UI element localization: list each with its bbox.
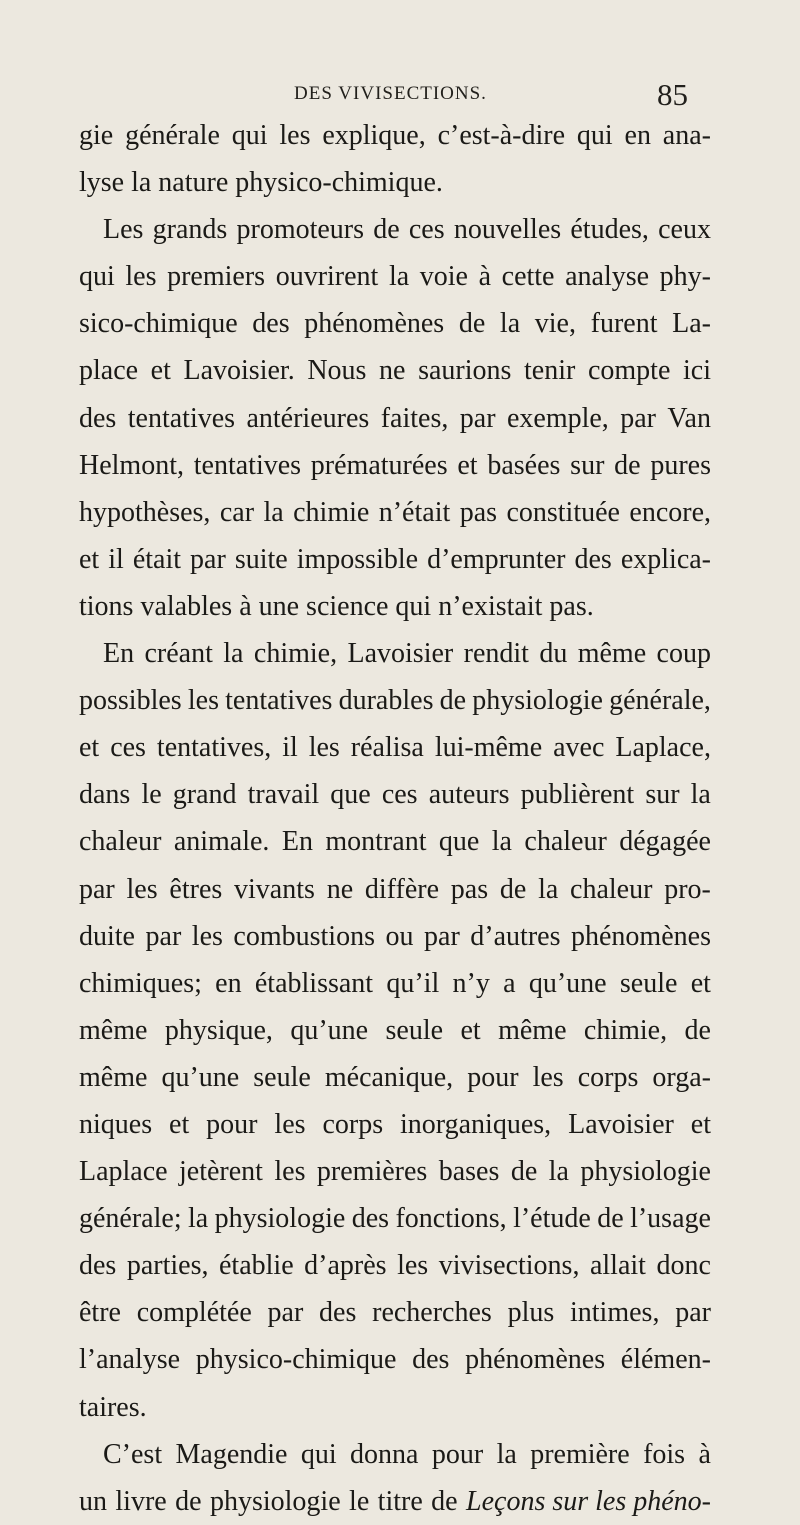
paragraph-start-line: Les grands promoteurs de ces nouvelles études, ceux bbox=[103, 214, 711, 246]
text-line-11: tions valables à une science qui n’existait pas. bbox=[79, 590, 594, 622]
text-line-6: place et Lavoisier. Nous ne saurions tenir compte ici bbox=[79, 355, 711, 387]
text-line-1: gie générale qui les explique, c’est-à-dire qui en ana- bbox=[79, 120, 711, 151]
text-line-13: possibles les tentatives durables de physiologie générale, bbox=[79, 685, 711, 717]
text-line-22: niques et pour les corps inorganiques, Lavoisier et bbox=[79, 1108, 711, 1140]
text-line-21: même qu’une seule mécanique, pour les corps orga- bbox=[79, 1061, 711, 1093]
text-line-25: des parties, établie d’après les vivisections, allait donc bbox=[79, 1250, 711, 1282]
text-line-4: qui les premiers ouvrirent la voie à cette analyse phy- bbox=[79, 261, 711, 293]
text-line-23: Laplace jetèrent les premières bases de la physiologie bbox=[79, 1156, 711, 1188]
text-line-15: dans le grand travail que ces auteurs publièrent sur la bbox=[79, 779, 711, 811]
paragraph-start-line: C’est Magendie qui donna pour la première fois à bbox=[103, 1438, 711, 1470]
text-line-16: chaleur animale. En montrant que la chaleur dégagée bbox=[79, 826, 711, 858]
text-line-18: duite par les combustions ou par d’autres phénomènes bbox=[79, 920, 711, 952]
text-line-2: lyse la nature physico-chimique. bbox=[79, 167, 443, 199]
paragraph-start-line: En créant la chimie, Lavoisier rendit du même coup bbox=[103, 638, 711, 670]
text-line-26: être complétée par des recherches plus intimes, par bbox=[79, 1297, 711, 1329]
text-line-17: par les êtres vivants ne diffère pas de la chaleur pro- bbox=[79, 873, 711, 905]
text-line-8: Helmont, tentatives prématurées et basées sur de pures bbox=[79, 449, 711, 481]
text-line-10: et il était par suite impossible d’emprunter des explica- bbox=[79, 543, 711, 575]
italic-book-title: Leçons sur les phéno- bbox=[466, 1485, 711, 1517]
text-line-19: chimiques; en établissant qu’il n’y a qu’une seule et bbox=[79, 967, 711, 999]
text-line-7: des tentatives antérieures faites, par exemple, par Van bbox=[79, 402, 711, 434]
text-line-27: l’analyse physico-chimique des phénomènes élémen- bbox=[79, 1344, 711, 1376]
text-line-14: et ces tentatives, il les réalisa lui-même avec Laplace, bbox=[79, 732, 711, 764]
text-line-24: générale; la physiologie des fonctions, l’étude de l’usage bbox=[79, 1203, 711, 1235]
text-line-5: sico-chimique des phénomènes de la vie, furent La- bbox=[79, 308, 711, 340]
body-text bbox=[79, 112, 711, 1525]
text-line-20: même physique, qu’une seule et même chimie, de bbox=[79, 1014, 711, 1046]
text-line-28: taires. bbox=[79, 1391, 147, 1423]
running-title: DES VIVISECTIONS. bbox=[294, 83, 487, 104]
text-line-30: un livre de physiologie le titre de Leçons sur les phéno- bbox=[79, 1478, 711, 1525]
text-line-9: hypothèses, car la chimie n’était pas constituée encore, bbox=[79, 496, 711, 528]
page-number: 85 bbox=[657, 77, 688, 112]
